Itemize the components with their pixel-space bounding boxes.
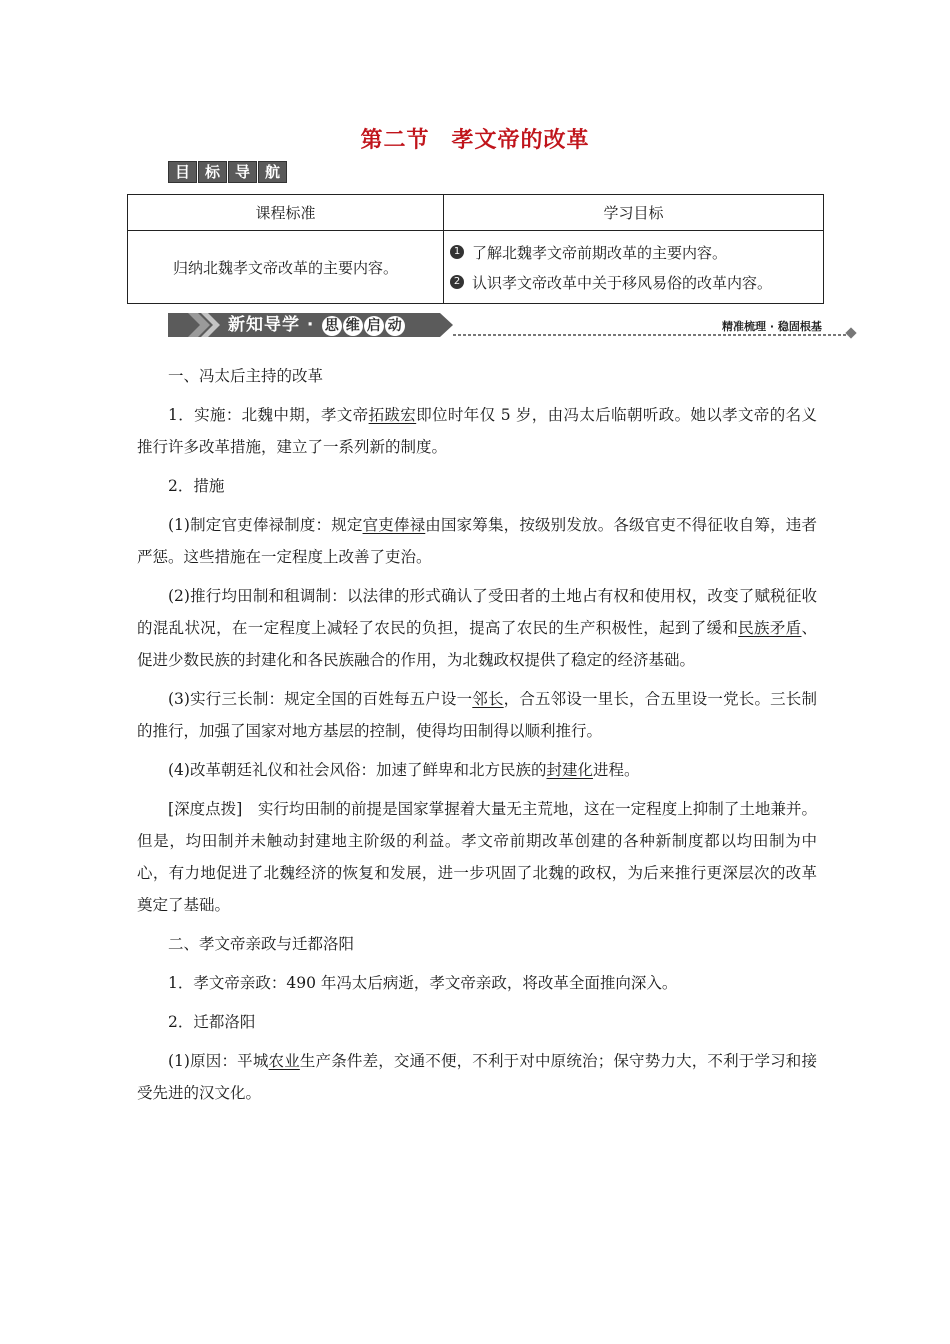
deep-insight-paragraph: [深度点拨] 实行均田制的前提是国家掌握着大量无主荒地，这在一定程度上抑制了土地兼并。但是，均田制并未触动封建地主阶级的利益。孝文帝前期改革创建的各种新制度都以均田制为中心，有力地促进了北魏经济的恢复和发展，进一步巩固了北魏的政权，为后来推行更深层次的改革奠定了基础。 [137,800,817,914]
paragraph: (2)推行均田制和租调制：以法律的形式确认了受田者的土地占有权和使用权，改变了赋税征收的混乱状况，在一定程度上减轻了农民的负担，提高了农民的生产积极性，起到了缓和民族矛盾、促进少数民族的封建化和各民族融合的作用，为北魏政权提供了稳定的经济基础。 [137,587,817,669]
section-banner-title: 新知导学 · 思 维 启 动 [228,311,405,339]
key-term: 民族矛盾 [738,619,802,637]
objective-item: 2 认识孝文帝改革中关于移风易俗的改革内容。 [450,267,817,297]
banner-dotted-line [453,334,848,336]
paragraph: 2．迁都洛阳 [168,1013,256,1031]
goal-nav-char: 航 [258,161,287,183]
paragraph: (1)原因：平城农业生产条件差，交通不便，不利于对中原统治；保守势力大，不利于学习和接受先进的汉文化。 [137,1052,817,1102]
key-term: 官吏俸禄 [362,516,426,534]
number-badge-icon: 1 [450,245,464,259]
key-term: 封建化 [546,761,593,779]
key-term: 邻长 [472,690,504,708]
goal-nav-tag [168,161,287,183]
goals-table [127,194,824,304]
paragraph: 1．孝文帝亲政：490 年冯太后病逝，孝文帝亲政，将改革全面推向深入。 [168,974,678,992]
goal-nav-char: 导 [228,161,257,183]
page-title: 第二节 孝文帝的改革 [360,128,590,153]
goal-nav-char: 目 [168,161,197,183]
paragraph: 2．措施 [168,477,225,495]
paragraph: (3)实行三长制：规定全国的百姓每五户设一邻长，合五邻设一里长，合五里设一党长。三长制的推行，加强了国家对地方基层的控制，使得均田制得以顺利推行。 [137,690,817,740]
main-content [137,360,817,1109]
paragraph: (1)制定官吏俸禄制度：规定官吏俸禄由国家筹集，按级别发放。各级官吏不得征收自筹，违者严惩。这些措施在一定程度上改善了吏治。 [137,516,817,566]
diamond-icon [845,327,856,338]
key-term: 农业 [268,1052,300,1070]
curriculum-standard-cell: 归纳北魏孝文帝改革的主要内容。 [128,231,444,304]
paragraph: 1．实施：北魏中期，孝文帝拓跋宏即位时年仅 5 岁，由冯太后临朝听政。她以孝文帝的名义推行许多改革措施，建立了一系列新的制度。 [137,406,817,456]
section-heading: 二、孝文帝亲政与迁都洛阳 [168,935,355,953]
banner-subtitle: 精准梳理 · 稳固根基 [722,320,822,333]
key-term: 拓跋宏 [368,406,417,424]
header-learning-objectives: 学习目标 [444,195,824,231]
section-heading: 一、冯太后主持的改革 [168,367,324,385]
number-badge-icon: 2 [450,275,464,289]
header-curriculum-standard: 课程标准 [128,195,444,231]
objective-item: 1 了解北魏孝文帝前期改革的主要内容。 [450,237,817,267]
paragraph: (4)改革朝廷礼仪和社会风俗：加速了鲜卑和北方民族的封建化进程。 [168,761,640,779]
goal-nav-char: 标 [198,161,227,183]
objectives-cell [444,231,824,304]
